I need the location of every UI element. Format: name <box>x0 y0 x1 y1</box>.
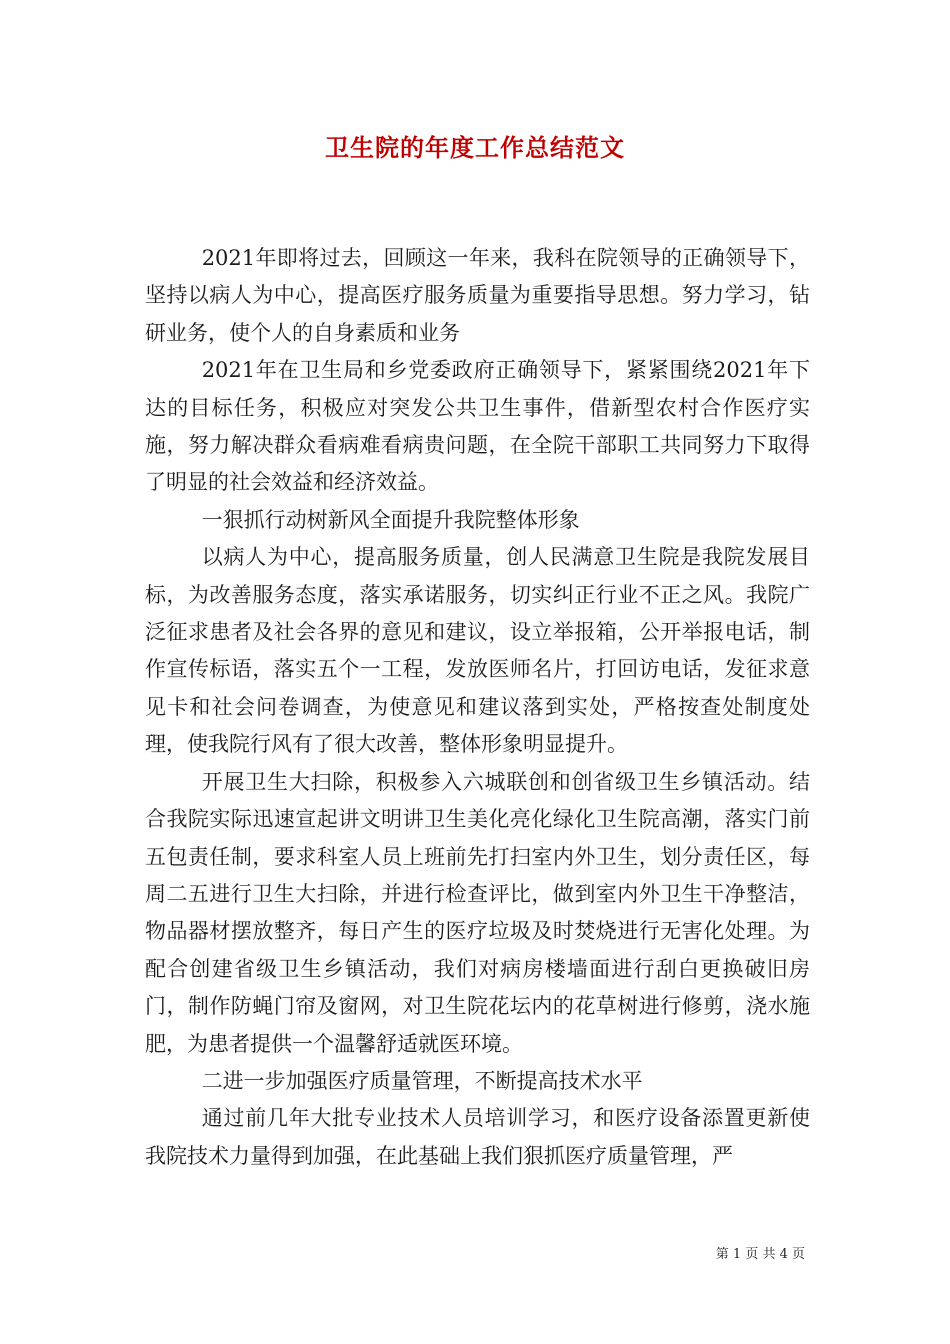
document-body <box>145 240 810 1175</box>
document-title: 卫生院的年度工作总结范文 <box>325 133 625 162</box>
page-number-footer: 第 1 页 共 4 页 <box>715 1247 805 1262</box>
paragraph-overview: 2021年在卫生局和乡党委政府正确领导下，紧紧围绕2021年下达的目标任务，积极应对突发公共卫生事件，借新型农村合作医疗实施，努力解决群众看病难看病贵问题，在全院干部职工共同努力下取得了明显的社会效益和经济效益。 <box>145 358 810 495</box>
paragraph-intro: 2021年即将过去，回顾这一年来，我科在院领导的正确领导下，坚持以病人为中心，提高医疗服务质量为重要指导思想。努力学习，钻研业务，使个人的自身素质和业务 <box>145 246 810 345</box>
paragraph-training: 通过前几年大批专业技术人员培训学习，和医疗设备添置更新使我院技术力量得到加强，在此基础上我们狠抓医疗质量管理，严 <box>145 1106 810 1168</box>
section-heading-1: 一狠抓行动树新风全面提升我院整体形象 <box>201 507 580 532</box>
paragraph-cleanup: 开展卫生大扫除，积极参入六城联创和创省级卫生乡镇活动。结合我院实际迅速宣起讲文明讲卫生美化亮化绿化卫生院高潮，落实门前五包责任制，要求科室人员上班前先打扫室内外卫生，划分责任区，每周二五进行卫生大扫除，并进行检查评比，做到室内外卫生干净整洁，物品器材摆放整齐，每日产生的医疗垃圾及时焚烧进行无害化处理。为配合创建省级卫生乡镇活动，我们对病房楼墙面进行刮白更换破旧房门，制作防蝇门帘及窗网，对卫生院花坛内的花草树进行修剪，浇水施肥，为患者提供一个温馨舒适就医环境。 <box>145 769 810 1056</box>
section-heading-2: 二进一步加强医疗质量管理，不断提高技术水平 <box>201 1068 643 1093</box>
paragraph-service: 以病人为中心，提高服务质量，创人民满意卫生院是我院发展目标，为改善服务态度，落实承诺服务，切实纠正行业不正之风。我院广泛征求患者及社会各界的意见和建议，设立举报箱，公开举报电话，制作宣传标语，落实五个一工程，发放医师名片，打回访电话，发征求意见卡和社会问卷调查，为使意见和建议落到实处，严格按查处制度处理，使我院行风有了很大改善，整体形象明显提升。 <box>145 545 810 757</box>
